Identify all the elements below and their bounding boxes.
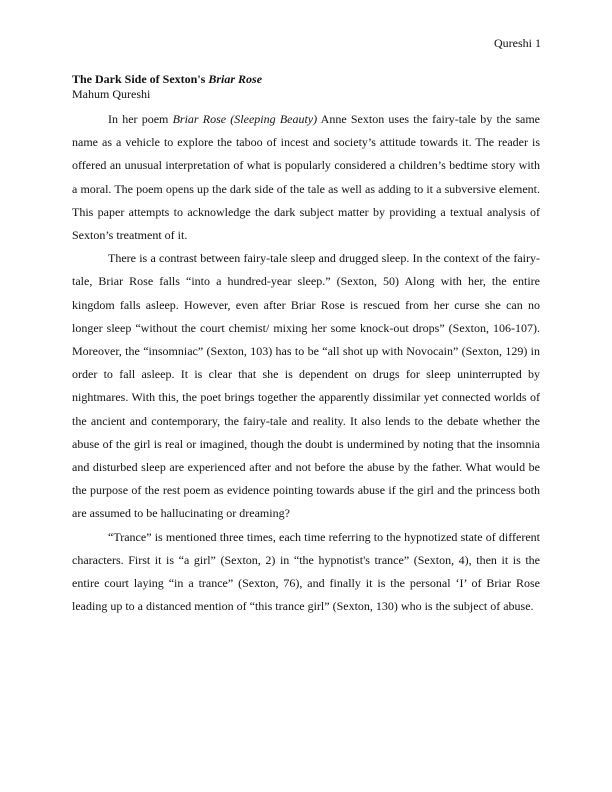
body-text xyxy=(72,108,540,618)
author-name: Mahum Qureshi xyxy=(72,87,151,101)
paragraph-1-pre: In her poem xyxy=(108,112,173,126)
paragraph-2: There is a contrast between fairy-tale sleep and drugged sleep. In the context of the fairy-tale, Briar Rose falls “into a hundred-year sleep.” (Sexton, 50) Along with her, the entire kingdom falls asleep. However, even after Briar Rose is rescued from her curse she can no longer sleep “without the court chemist/ mixing her some knock-out drops” (Sexton, 106-107). Moreover, the “insomniac” (Sexton, 103) has to be “all shot up with Novocain” (Sexton, 129) in order to fall asleep. It is clear that she is dependent on drugs for sleep uninterrupted by nightmares. With this, the poet brings together the apparently dissimilar yet connected worlds of the ancient and contemporary, the fairy-tale and reality. It also lends to the debate whether the abuse of the girl is real or imagined, though the doubt is undermined by noting that the insomnia and disturbed sleep are experienced after and not before the abuse by the father. What would be the purpose of the rest poem as evidence pointing towards abuse if the girl and the princess both are assumed to be hallucinating or dreaming? xyxy=(72,251,540,521)
paper-title xyxy=(72,72,262,86)
paper-title-main: The Dark Side of Sexton's xyxy=(72,72,209,86)
paragraph-1-post: Anne Sexton uses the fairy-tale by the same name as a vehicle to explore the taboo of incest and society’s attitude towards it. The reader is offered an unusual interpretation of what is popularly considered a children’s bedtime story with a moral. The poem opens up the dark side of the tale as well as adding to it a subversive element. This paper attempts to acknowledge the dark subject matter by providing a textual analysis of Sexton’s treatment of it. xyxy=(72,112,540,243)
paragraph-1 xyxy=(72,108,540,247)
paragraph-3: “Trance” is mentioned three times, each time referring to the hypnotized state of different characters. First it is “a girl” (Sexton, 2) in “the hypnotist's trance” (Sexton, 4), then it is the entire court laying “in a trance” (Sexton, 76), and finally it is the personal ‘I’ of Briar Rose leading up to a distanced mention of “this trance girl” (Sexton, 130) who is the subject of abuse. xyxy=(72,529,540,614)
running-head: Qureshi 1 xyxy=(494,36,541,50)
paper-title-italic: Briar Rose xyxy=(208,72,263,86)
paragraph-1-italic: Briar Rose (Sleeping Beauty) xyxy=(172,112,318,126)
